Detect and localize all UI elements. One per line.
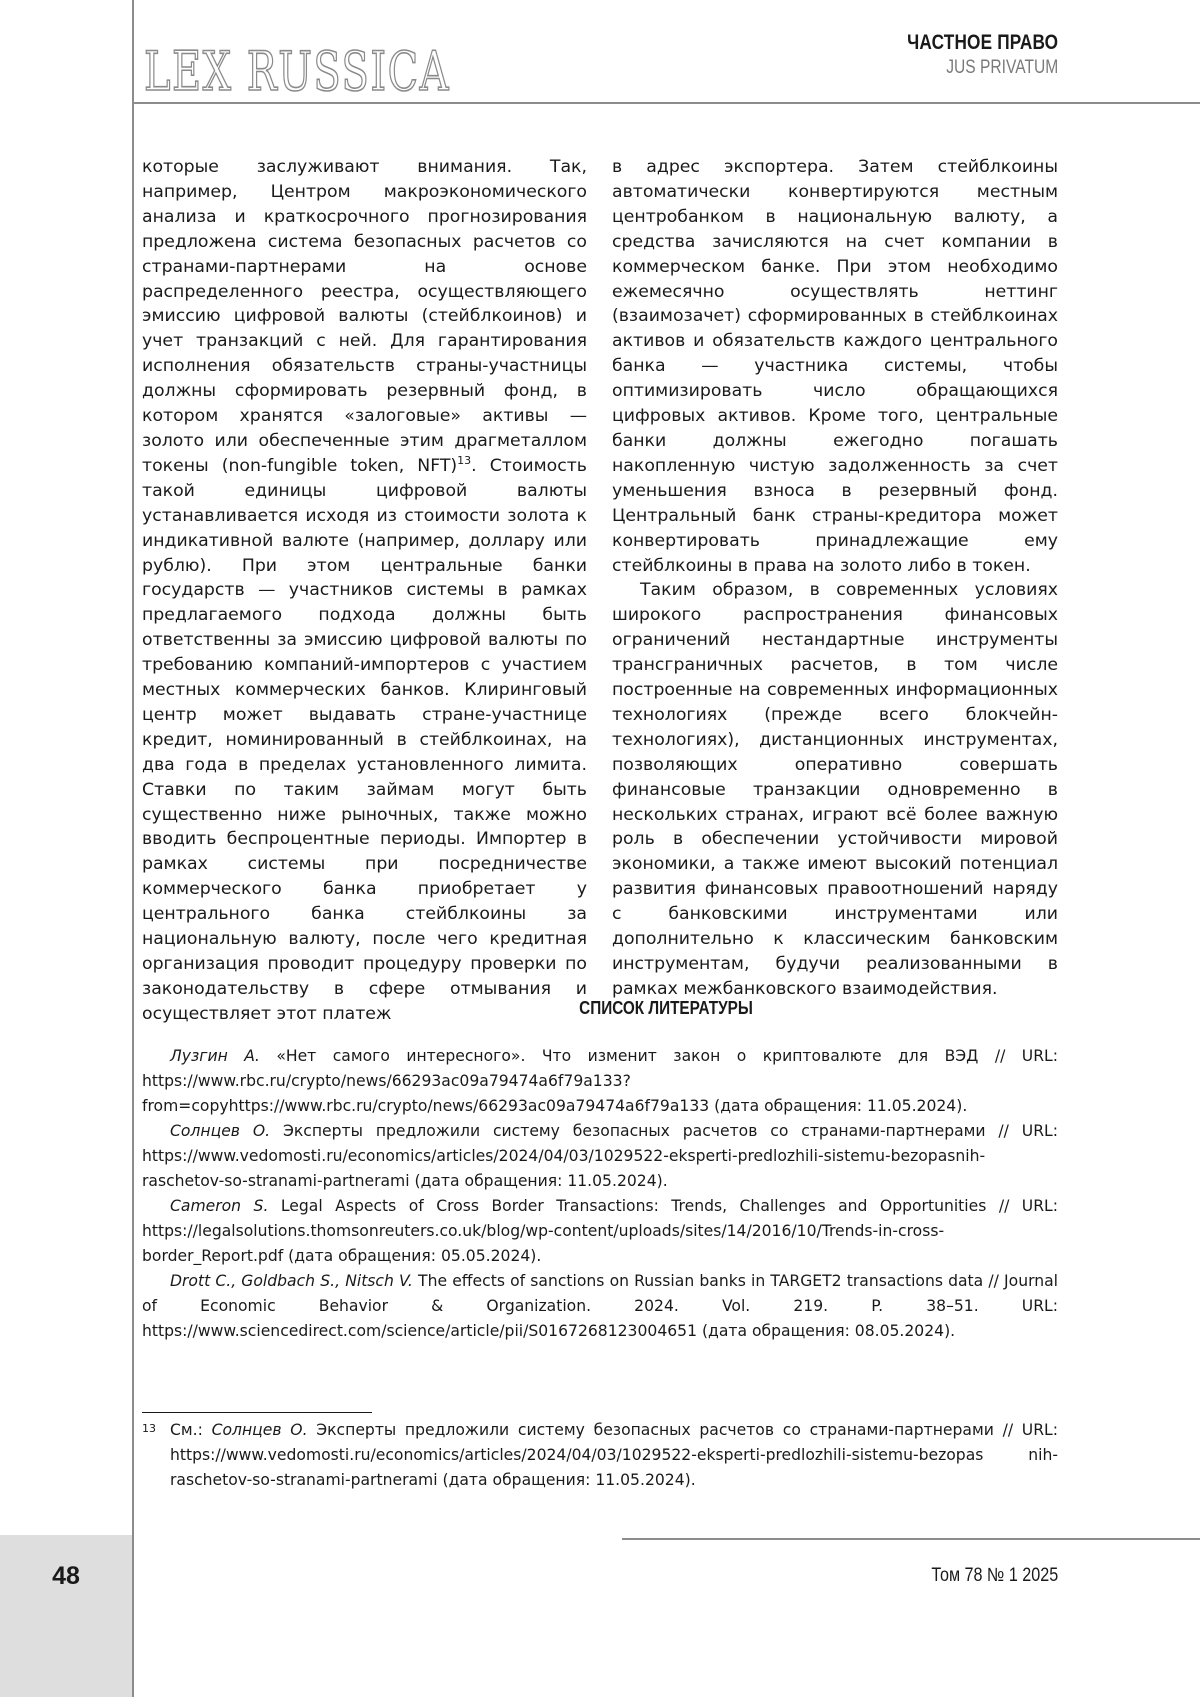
footnote-number: 13 — [142, 1416, 156, 1441]
rubric-latin: JUS PRIVATUM — [907, 56, 1058, 80]
reference-text: «Нет самого интересного». Что изменит закон о криптовалюте для ВЭД // URL: https://www.rbc.ru/crypto/news/66293ac09a79474a6f79a133?from=copyhttps://www.rbc.ru/crypto/news/66293ac09a79474a6f79a133 (дата обращения: 11.05.2024). — [142, 1047, 1058, 1115]
footnote-ref-13[interactable]: 13 — [457, 454, 471, 467]
reference-author: Cameron S. — [170, 1197, 268, 1215]
left-column — [142, 155, 587, 1027]
reference-text: Legal Aspects of Cross Border Transactions: Trends, Challenges and Opportunities // URL: https://legalsolutions.thomsonreuters.co.uk/blog/wp-content/uploads/sites/14/2016/10/Trends-in-cross-border_Report.pdf (дата обращения: 05.05.2024). — [142, 1197, 1058, 1265]
reference-item — [142, 1269, 1058, 1344]
gutter-top — [0, 0, 132, 1535]
left-paragraph — [142, 155, 587, 1027]
page-number: 48 — [0, 1562, 132, 1591]
reference-text: Эксперты предложили систему безопасных расчетов со странами-партнерами // URL: https://www.vedomosti.ru/economics/articles/2024/04/03/1029522-eksperti-predlozhili-sistemu-bezopasnih-raschetov-so-stranami-partnerami (дата обращения: 11.05.2024). — [142, 1122, 1058, 1190]
reference-text: The effects of sanctions on Russian banks in TARGET2 transactions data // Journal of Economic Behavior & Organization. 2024. Vol. 219. P. 38–51. URL: https://www.sciencedirect.com/science/article/pii/S0167268123004651 (дата обращения: 08.05.2024). — [142, 1272, 1058, 1340]
left-text-part-1: которые заслуживают внимания. Так, например, Центром макроэкономического анализа и краткосрочного прогнозирования предложена система безопасных расчетов со странами-партнерами на основе распределенного реестра, осуществляющего эмиссию цифровой валюты (стейблкоинов) и учет транзакций с ней. Для гарантирования исполнения обязательств страны-участницы должны сформировать резервный фонд, в котором хранятся «залоговые» активы — золото или обеспеченные этим драгметаллом токены (non-fungible token, NFT) — [142, 157, 587, 476]
footnote-prefix: См.: — [170, 1421, 212, 1439]
footnote-13 — [142, 1418, 1058, 1493]
right-paragraph-1: в адрес экспортера. Затем стейблкоины автоматически конвертируются местным центробанком в национальную валюту, а средства зачисляются на счет компании в коммерческом банке. При этом необходимо ежемесячно осуществлять неттинг (взаимозачет) сформированных в стейблкоинах активов и обязательств каждого центрального банка — участника системы, чтобы оптимизировать число обращающихся цифровых активов. Кроме того, центральные банки должны ежегодно погашать накопленную чистую задолженность за счет уменьшения взноса в резервный фонд. Центральный банк страны-кредитора может конвертировать принадлежащие ему стейблкоины в права на золото либо в токен. — [612, 155, 1058, 578]
issue-info: Том 78 № 1 2025 — [931, 1565, 1058, 1587]
reference-item — [142, 1119, 1058, 1194]
rubric-russian: ЧАСТНОЕ ПРАВО — [907, 30, 1058, 56]
journal-rubric — [907, 30, 1058, 80]
reference-item — [142, 1044, 1058, 1119]
reference-author: Солнцев О. — [170, 1122, 270, 1140]
journal-logo-text: LEX RUSSICA — [144, 40, 450, 103]
reference-author: Drott C., Goldbach S., Nitsch V. — [170, 1272, 413, 1290]
footer-rule — [622, 1538, 1200, 1540]
journal-logo — [144, 38, 454, 102]
vertical-rule — [132, 0, 134, 1697]
footnote-body: Эксперты предложили систему безопасных расчетов со странами-партнерами // URL: https://www.vedomosti.ru/economics/articles/2024/04/03/1029522-eksperti-predlozhili-sistemu-bezopas nih-raschetov-so-stranami-partnerami (дата обращения: 11.05.2024). — [170, 1421, 1058, 1489]
footnote-text — [170, 1418, 1058, 1493]
left-text-part-2: . Стоимость такой единицы цифровой валюты устанавливается исходя из стоимости золота к индикативной валюте (например, доллару или рублю). При этом центральные банки государств — участников системы в рамках предлагаемого подхода должны быть ответственны за эмиссию цифровой валюты по требованию компаний-импортеров с участием местных коммерческих банков. Клиринговый центр может выдавать стране-участнице кредит, номинированный в стейблкоинах, на два года в пределах установленного лимита. Ставки по таким займам могут быть существенно ниже рыночных, также можно вводить беспроцентные периоды. Импортер в рамках системы при посредничестве коммерческого банка приобретает у центрального банка стейблкоины за национальную валюту, после чего кредитная организация проводит процедуру проверки по законодательству в сфере отмывания и осуществляет этот платеж — [142, 456, 587, 1024]
references-list — [142, 1044, 1058, 1344]
right-column — [612, 155, 1058, 1002]
reference-author: Лузгин А. — [170, 1047, 260, 1065]
right-paragraph-2: Таким образом, в современных условиях широкого распространения финансовых ограничений нестандартные инструменты трансграничных расчетов, в том числе построенные на современных информационных технологиях (прежде всего блокчейн-технологиях), дистанционных инструментах, позволяющих оперативно совершать финансовые транзакции одновременно в нескольких странах, играют всё более важную роль в обеспечении устойчивости мировой экономики, а также имеют высокий потенциал развития финансовых правоотношений наряду с банковскими инструментами или дополнительно к классическим банковским инструментам, будучи реализованными в рамках межбанковского взаимодействия. — [612, 578, 1058, 1001]
page-gutter — [0, 0, 132, 1697]
journal-logo-image — [144, 38, 454, 102]
footnote-separator — [142, 1412, 372, 1413]
references-title: СПИСОК ЛИТЕРАТУРЫ — [212, 998, 1120, 1019]
gutter-bottom — [0, 1535, 132, 1697]
footnote-author: Солнцев О. — [212, 1421, 308, 1439]
reference-item — [142, 1194, 1058, 1269]
